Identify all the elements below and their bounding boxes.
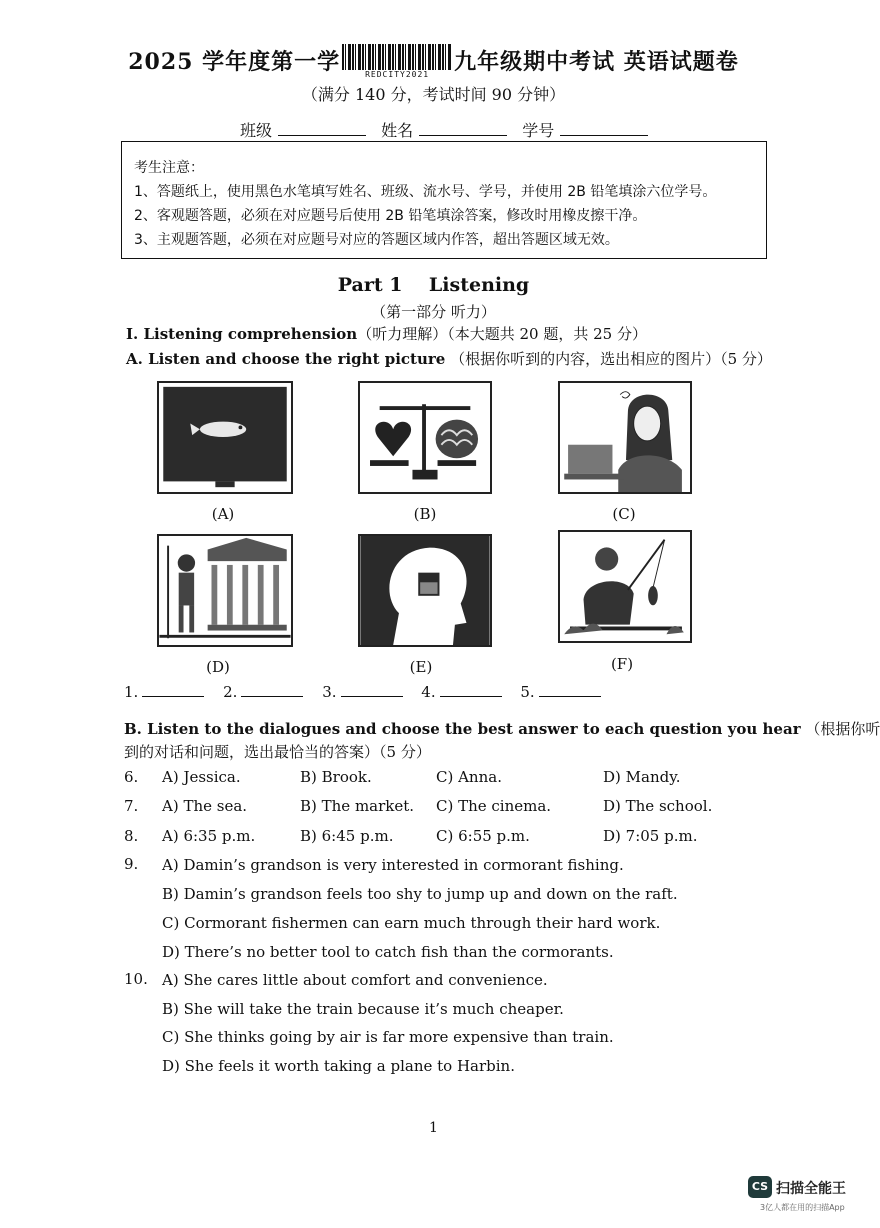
question-8-option-b[interactable]: B) 6:45 p.m. (300, 827, 394, 845)
title-left: 2025 学年度第一学 (128, 49, 341, 75)
question-10-option-c[interactable]: C) She thinks going by air is far more expensive than train. (162, 1028, 614, 1046)
section-i-heading (126, 323, 647, 344)
section-b-cn2: 到的对话和问题，选出最恰当的答案）（5 分） (124, 743, 431, 761)
heart-brain-scale-icon (360, 383, 490, 492)
answer-slot[interactable] (520, 683, 600, 701)
name-blank[interactable] (419, 121, 507, 136)
notice-box (121, 141, 767, 259)
picture-a-label: (A) (211, 505, 235, 523)
id-label: 学号 (522, 121, 555, 140)
slot-line (142, 684, 204, 697)
tired-woman-laptop-icon (560, 383, 690, 492)
section-a-en: A. Listen and choose the right picture (126, 350, 446, 368)
class-blank[interactable] (278, 121, 366, 136)
notice-item: 1、答题纸上，使用黑色水笔填写姓名、班级、流水号、学号，并使用 2B 铅笔填涂六位学号。 (134, 184, 717, 200)
picture-b-label: (B) (413, 505, 437, 523)
section-i-cn: （听力理解）（本大题共 20 题，共 25 分） (357, 325, 647, 343)
scanner-watermark (748, 1176, 858, 1216)
exam-subtitle: （满分 140 分，考试时间 90 分钟） (301, 85, 566, 104)
answer-slot[interactable] (322, 683, 402, 701)
question-10-option-b[interactable]: B) She will take the train because it’s much cheaper. (162, 1000, 564, 1018)
picture-c (558, 381, 692, 494)
section-b-cn1: （根据你听 (805, 720, 880, 738)
picture-f (558, 530, 692, 643)
question-8-number: 8. (124, 827, 139, 845)
id-blank[interactable] (560, 121, 648, 136)
head-bucket-icon (360, 536, 490, 645)
question-7-option-d[interactable]: D) The school. (603, 797, 713, 815)
picture-f-label: (F) (610, 655, 634, 673)
question-9-option-d[interactable]: D) There’s no better tool to catch fish than the cormorants. (162, 943, 614, 961)
slot-number: 3. (322, 683, 337, 701)
exam-title (0, 44, 867, 82)
answer-slot[interactable] (421, 683, 501, 701)
picture-d (157, 534, 293, 647)
question-9-number: 9. (124, 855, 139, 873)
question-8-option-a[interactable]: A) 6:35 p.m. (162, 827, 256, 845)
question-8-option-d[interactable]: D) 7:05 p.m. (603, 827, 698, 845)
barcode-bars (342, 44, 452, 70)
notice-heading: 考生注意： (134, 160, 204, 176)
question-6-option-a[interactable]: A) Jessica. (162, 768, 241, 786)
question-8-option-c[interactable]: C) 6:55 p.m. (436, 827, 530, 845)
question-6-option-d[interactable]: D) Mandy. (603, 768, 681, 786)
picture-b (358, 381, 492, 494)
question-6-option-c[interactable]: C) Anna. (436, 768, 502, 786)
scanner-logo-icon: CS (748, 1176, 772, 1198)
slot-number: 2. (223, 683, 238, 701)
slot-number: 1. (124, 683, 139, 701)
question-6-option-b[interactable]: B) Brook. (300, 768, 372, 786)
fish-screen-icon (159, 383, 291, 492)
section-a-heading (126, 348, 772, 369)
part-subtitle: （第一部分 听力） (371, 303, 496, 321)
slot-number: 4. (421, 683, 436, 701)
slot-line (539, 684, 601, 697)
answer-slot[interactable] (124, 683, 204, 701)
scanner-tagline: 3亿人都在用的扫描App (760, 1203, 845, 1212)
picture-a (157, 381, 293, 494)
notice-item: 2、客观题答题，必须在对应题号后使用 2B 铅笔填涂答案，修改时用橡皮擦干净。 (134, 208, 647, 224)
section-b-heading (124, 718, 880, 739)
question-9-option-b[interactable]: B) Damin’s grandson feels too shy to jump up and down on the raft. (162, 885, 678, 903)
notice-item: 3、主观题答题，必须在对应题号对应的答题区域内作答，超出答题区域无效。 (134, 232, 619, 248)
section-i-en: I. Listening comprehension (126, 325, 358, 343)
picture-d-label: (D) (206, 658, 230, 676)
section-b-en: B. Listen to the dialogues and choose the best answer to each question you hear (124, 720, 801, 738)
answer-slots (124, 683, 615, 701)
question-7-number: 7. (124, 797, 139, 815)
picture-e (358, 534, 492, 647)
question-10-number: 10. (124, 970, 148, 988)
picture-e-label: (E) (409, 658, 433, 676)
picture-c-label: (C) (612, 505, 636, 523)
question-10-option-d[interactable]: D) She feels it worth taking a plane to Harbin. (162, 1057, 515, 1075)
barcode (342, 44, 452, 82)
name-label: 姓名 (381, 121, 414, 140)
question-7-option-a[interactable]: A) The sea. (162, 797, 248, 815)
part-title: Part 1 Listening (337, 274, 530, 296)
barcode-text: REDCITY2021 (365, 70, 430, 79)
question-7-option-c[interactable]: C) The cinema. (436, 797, 552, 815)
slot-line (341, 684, 403, 697)
slot-number: 5. (520, 683, 535, 701)
man-fishing-icon (560, 532, 690, 641)
greek-warrior-temple-icon (159, 536, 291, 645)
title-right: 九年级期中考试 英语试题卷 (454, 49, 739, 75)
question-10-option-a[interactable]: A) She cares little about comfort and convenience. (162, 971, 548, 989)
student-info-row (240, 118, 658, 141)
scanner-name: 扫描全能王 (776, 1181, 846, 1197)
slot-line (440, 684, 502, 697)
page-number: 1 (429, 1120, 438, 1136)
slot-line (241, 684, 303, 697)
class-label: 班级 (240, 121, 273, 140)
question-6-number: 6. (124, 768, 139, 786)
question-9-option-c[interactable]: C) Cormorant fishermen can earn much through their hard work. (162, 914, 661, 932)
question-9-option-a[interactable]: A) Damin’s grandson is very interested in cormorant fishing. (162, 856, 624, 874)
section-a-cn: （根据你听到的内容，选出相应的图片）（5 分） (450, 350, 772, 368)
question-7-option-b[interactable]: B) The market. (300, 797, 415, 815)
answer-slot[interactable] (223, 683, 303, 701)
